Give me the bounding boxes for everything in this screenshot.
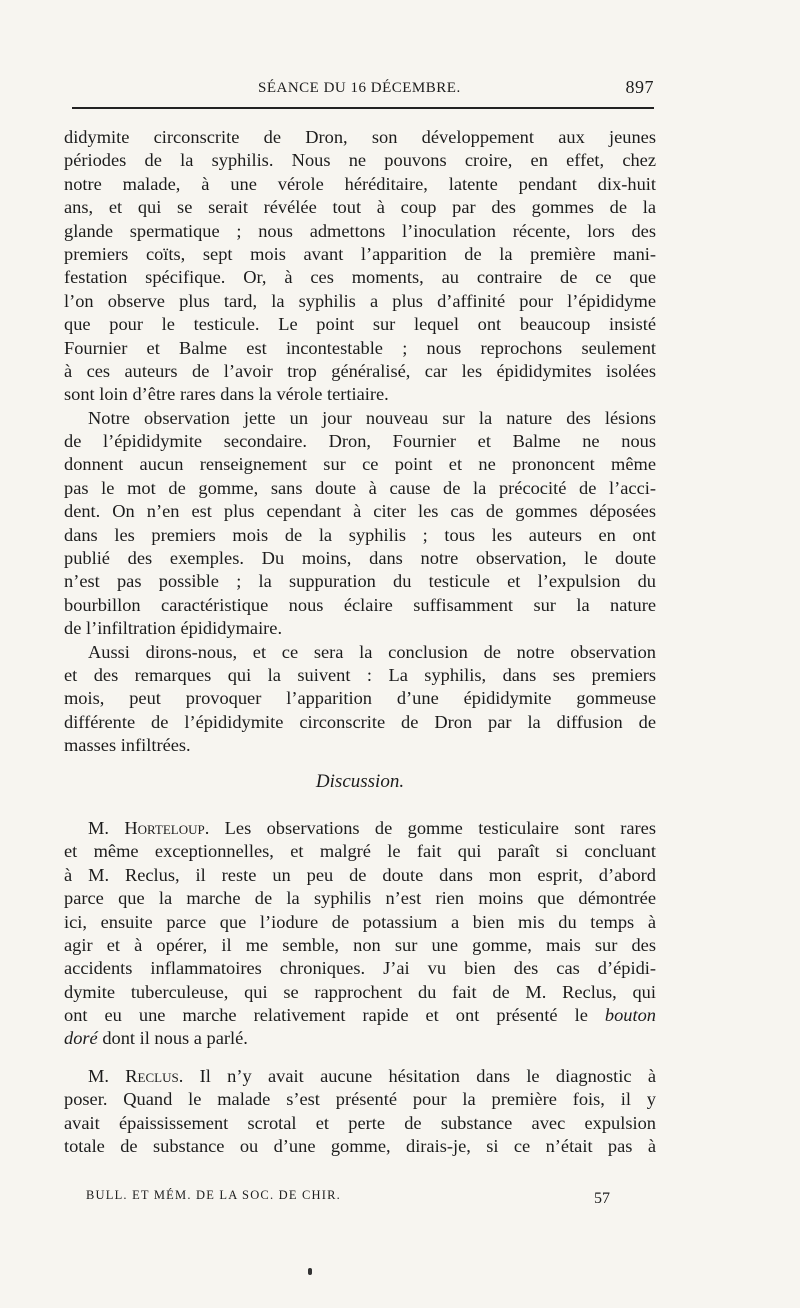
text-line: à ces auteurs de l’avoir trop généralisé, car les épididymites isolées xyxy=(64,360,656,381)
text-line: à M. Reclus, il reste un peu de doute dans mon esprit, d’abord xyxy=(64,864,656,885)
text-line: M. Reclus. Il n’y avait aucune hésitation dans le diagnostic à xyxy=(88,1065,656,1086)
print-mark xyxy=(308,1268,312,1275)
text-line: premiers coïts, sept mois avant l’apparition de la première mani- xyxy=(64,243,656,264)
text-line: dent. On n’en est plus cependant à citer les cas de gommes déposées xyxy=(64,501,656,522)
text-line: festation spécifique. Or, à ces moments, au contraire de ce que xyxy=(64,267,656,288)
text-line: sont loin d’être rares dans la vérole tertiaire. xyxy=(64,384,389,405)
text-line: de l’infiltration épididymaire. xyxy=(64,618,283,639)
text-line: et des remarques qui la suivent : La syphilis, dans ses premiers xyxy=(64,664,656,685)
running-head xyxy=(72,77,654,103)
text-line: différente de l’épididymite circonscrite de Dron par la diffusion de xyxy=(64,711,656,732)
text-line: donnent aucun renseignement sur ce point et ne prononcent même xyxy=(64,454,656,475)
running-head-title: SÉANCE DU 16 DÉCEMBRE. xyxy=(258,80,461,96)
text-line: avait épaississement scrotal et perte de substance avec expulsion xyxy=(64,1112,656,1133)
text-line: mois, peut provoquer l’apparition d’une épididymite gommeuse xyxy=(64,688,656,709)
text-line: pas le mot de gomme, sans doute à cause de la précocité de l’acci- xyxy=(64,477,656,498)
text-line: de l’épididymite secondaire. Dron, Fournier et Balme ne nous xyxy=(64,431,656,452)
text-line: doré dont il nous a parlé. xyxy=(64,1028,248,1049)
paragraph-2 xyxy=(64,407,656,641)
text-line: l’on observe plus tard, la syphilis a plus d’affinité pour l’épididyme xyxy=(64,290,656,311)
text-line: que pour le testicule. Le point sur lequel ont beaucoup insisté xyxy=(64,314,656,335)
text-line: dymite tuberculeuse, qui se rapprochent du fait de M. Reclus, qui xyxy=(64,981,656,1002)
text-line: bourbillon caractéristique nous éclaire suffisamment sur la nature xyxy=(64,594,656,615)
text-line: publié des exemples. Du moins, dans notre observation, le doute xyxy=(64,548,656,569)
paragraph-1 xyxy=(64,126,656,407)
text-line: et même exceptionnelles, et malgré le fait qui paraît si concluant xyxy=(64,841,656,862)
text-line: accidents inflammatoires chroniques. J’ai vu bien des cas d’épidi- xyxy=(64,958,656,979)
paragraph-3 xyxy=(64,641,656,758)
header-rule xyxy=(72,107,654,109)
text-line: glande spermatique ; nous admettons l’inoculation récente, lors des xyxy=(64,220,656,241)
text-line: didymite circonscrite de Dron, son développement aux jeunes xyxy=(64,127,656,147)
text-line: parce que la marche de la syphilis n’est rien moins que démontrée xyxy=(64,888,656,909)
horteloup-paragraph xyxy=(64,817,656,1051)
text-line: Fournier et Balme est incontestable ; nous reprochons seulement xyxy=(64,337,656,358)
text-line: totale de substance ou d’une gomme, dirais-je, si ce n’était pas à xyxy=(64,1136,656,1157)
text-line: masses infiltrées. xyxy=(64,735,191,756)
journal-title: BULL. ET MÉM. DE LA SOC. DE CHIR. xyxy=(86,1188,341,1202)
text-line: ont eu une marche relativement rapide et ont présenté le bouton xyxy=(64,1005,656,1026)
text-line: dans les premiers mois de la syphilis ; tous les auteurs en ont xyxy=(64,524,656,545)
page-number: 897 xyxy=(625,77,654,97)
reclus-paragraph xyxy=(64,1065,656,1159)
speaker-name: M. Reclus. xyxy=(88,1065,184,1086)
text-line: M. Horteloup. Les observations de gomme testiculaire sont rares xyxy=(88,817,656,838)
body-text xyxy=(64,126,656,1158)
text-line: ans, et qui se serait révélée tout à coup par des gommes de la xyxy=(64,197,656,218)
paragraph-gap xyxy=(64,1051,656,1065)
text-line: ici, ensuite parce que l’iodure de potassium a bien mis du temps à xyxy=(64,911,656,932)
discussion-heading: Discussion. xyxy=(315,770,405,792)
text-line: n’est pas possible ; la suppuration du testicule et l’expulsion du xyxy=(64,571,656,592)
text-line: Aussi dirons-nous, et ce sera la conclusion de notre observation xyxy=(88,641,656,662)
text-line: poser. Quand le malade s’est présenté pour la première fois, il y xyxy=(64,1089,656,1110)
page-footer xyxy=(86,1188,626,1207)
text-line: Notre observation jette un jour nouveau sur la nature des lésions xyxy=(88,407,656,428)
text-line: agir et à opérer, il me semble, non sur une gomme, mais sur des xyxy=(64,934,656,955)
signature-mark: 57 xyxy=(594,1190,610,1207)
text-line: notre malade, à une vérole héréditaire, latente pendant dix-huit xyxy=(64,173,656,194)
text-line: périodes de la syphilis. Nous ne pouvons croire, en effet, chez xyxy=(64,150,656,171)
speaker-name: M. Horteloup. xyxy=(88,817,210,838)
